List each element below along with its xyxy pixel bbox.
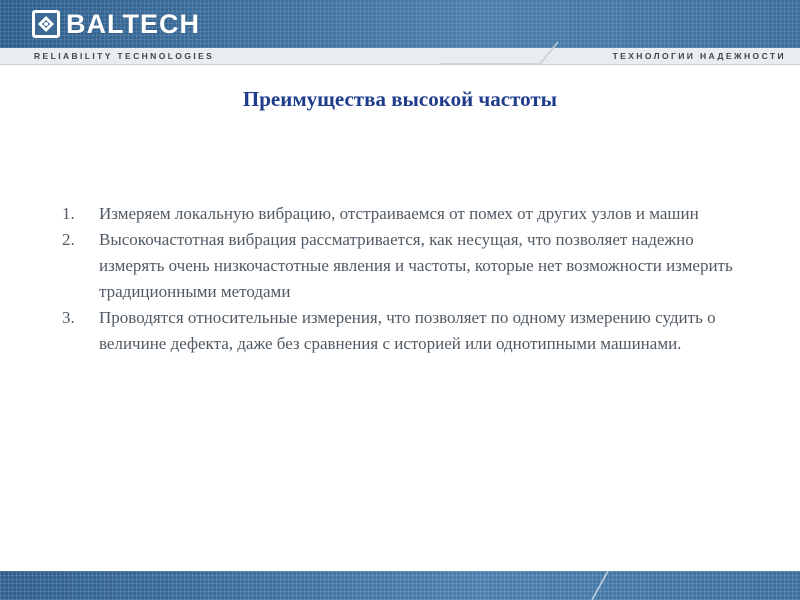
list-item-number: 2. [62,230,75,249]
list-item-text: Высокочастотная вибрация рассматривается, как несущая, что позволяет надежно измерять очень низкочастотные явления и частоты, которые нет возможности измерить традиционными методами [99,230,733,301]
advantages-list [62,201,752,357]
header-band [0,0,800,48]
list-item-number: 3. [62,308,75,327]
tagline-right: ТЕХНОЛОГИИ НАДЕЖНОСТИ [612,51,786,61]
tagline-band [0,48,800,65]
list-item [62,305,752,357]
footer-divider-line [590,571,610,600]
tagline-left: RELIABILITY TECHNOLOGIES [34,51,215,61]
list-item-text: Проводятся относительные измерения, что позволяет по одному измерению судить о величине дефекта, даже без сравнения с историей или однотипными машинами. [99,308,716,353]
list-item [62,201,752,227]
list-item-number: 1. [62,204,75,223]
slide-title: Преимущества высокой частоты [242,87,558,111]
logo-text: BALTECH [66,9,200,39]
list-item-text: Измеряем локальную вибрацию, отстраиваемся от помех от других узлов и машин [99,204,699,223]
footer-band [0,571,800,600]
list-item [62,227,752,305]
header-divider-line [440,40,560,66]
logo-mark-icon [32,10,60,38]
baltech-logo [32,8,200,40]
